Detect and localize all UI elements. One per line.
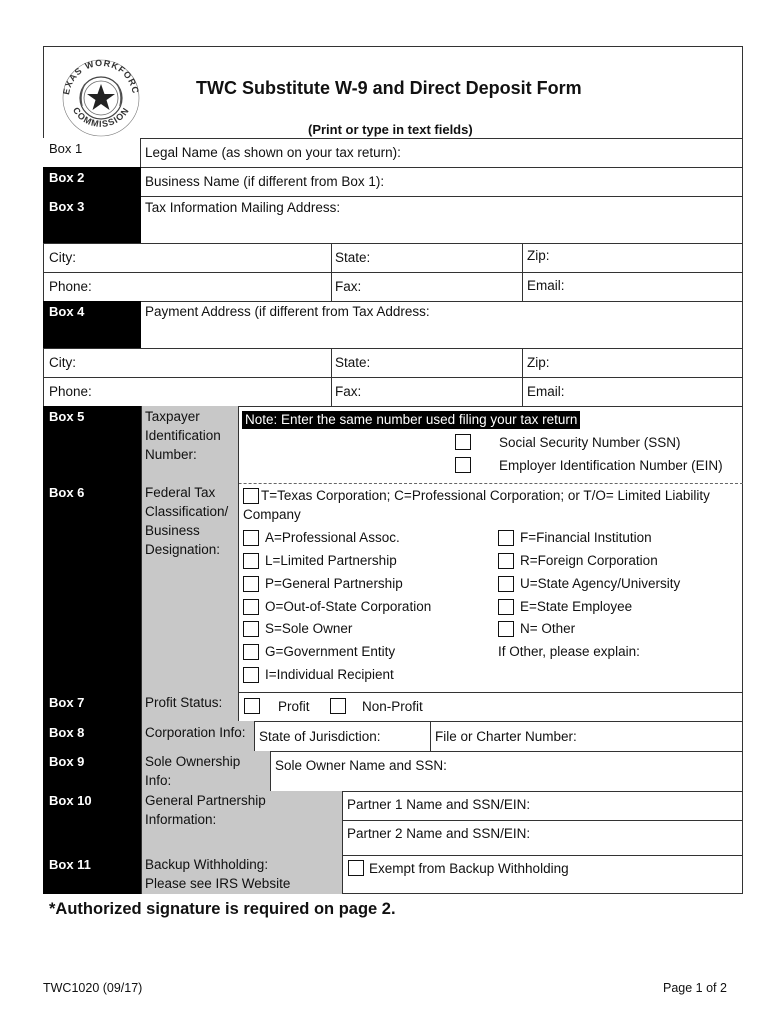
box10-label: Box 10	[49, 793, 92, 808]
box9-label: Box 9	[49, 754, 85, 769]
box5-side-line: Number:	[145, 447, 197, 462]
tax-fax-field[interactable]: Fax:	[335, 279, 362, 294]
option-f-label: F=Financial Institution	[520, 530, 652, 545]
pay-zip-field[interactable]: Zip:	[527, 355, 550, 370]
ein-checkbox[interactable]	[455, 457, 471, 473]
partner1-field[interactable]: Partner 1 Name and SSN/EIN:	[347, 797, 531, 812]
box6-cell	[43, 483, 141, 692]
profit-checkbox[interactable]	[244, 698, 260, 714]
option-u-checkbox[interactable]	[498, 576, 514, 592]
box10-side-line: General Partnership	[145, 793, 266, 808]
box2-label: Box 2	[49, 170, 85, 185]
box6-side-line: Federal Tax	[145, 485, 216, 500]
ssn-option-label: Social Security Number (SSN)	[499, 435, 681, 450]
tin-note: Note: Enter the same number used filing your tax return	[242, 411, 580, 429]
option-g-label: G=Government Entity	[265, 644, 396, 659]
option-p-checkbox[interactable]	[243, 576, 259, 592]
sole-owner-field[interactable]: Sole Owner Name and SSN:	[275, 758, 447, 773]
business-name-field[interactable]: Business Name (if different from Box 1):	[145, 174, 385, 189]
box11-label: Box 11	[49, 857, 91, 872]
option-a-checkbox[interactable]	[243, 530, 259, 546]
signature-note: *Authorized signature is required on page 2.	[49, 900, 396, 918]
divider	[43, 377, 743, 378]
tax-state-field[interactable]: State:	[335, 250, 371, 265]
legal-name-field[interactable]: Legal Name (as shown on your tax return):	[145, 145, 401, 160]
texas-corp-label: T=Texas Corporation; C=Professional Corporation; or T/O= Limited Liability	[261, 488, 710, 503]
partner2-field[interactable]: Partner 2 Name and SSN/EIN:	[347, 826, 531, 841]
nonprofit-label: Non-Profit	[362, 699, 423, 714]
box6-side-line: Classification/	[145, 504, 229, 519]
page-number: Page 1 of 2	[663, 981, 727, 995]
option-g-checkbox[interactable]	[243, 644, 259, 660]
form-subtitle: (Print or type in text fields)	[308, 122, 473, 137]
texas-corp-label-cont: Company	[243, 507, 301, 522]
exempt-backup-checkbox[interactable]	[348, 860, 364, 876]
option-s-checkbox[interactable]	[243, 621, 259, 637]
box5-side-line: Taxpayer	[145, 409, 200, 424]
box9-side-line: Info:	[145, 773, 172, 788]
box8-label: Box 8	[49, 725, 85, 740]
divider	[43, 138, 743, 139]
option-o-label: O=Out-of-State Corporation	[265, 599, 432, 614]
box5-label: Box 5	[49, 409, 85, 424]
texas-corp-checkbox[interactable]	[243, 488, 259, 504]
profit-label: Profit	[278, 699, 310, 714]
box6-label: Box 6	[49, 485, 85, 500]
nonprofit-checkbox[interactable]	[330, 698, 346, 714]
ein-option-label: Employer Identification Number (EIN)	[499, 458, 723, 473]
pay-email-field[interactable]: Email:	[527, 384, 565, 399]
option-o-checkbox[interactable]	[243, 599, 259, 615]
form-title: TWC Substitute W-9 and Direct Deposit Form	[196, 78, 582, 98]
charter-number-field[interactable]: File or Charter Number:	[435, 729, 577, 744]
svg-text:TEXAS WORKFORCE: EXAS WORKFORC	[61, 57, 141, 96]
box9-side-line: Sole Ownership	[145, 754, 241, 769]
option-l-label: L=Limited Partnership	[265, 553, 397, 568]
divider	[43, 301, 743, 302]
payment-address-field[interactable]: Payment Address (if different from Tax Address:	[145, 304, 430, 319]
state-jurisdiction-field[interactable]: State of Jurisdiction:	[259, 729, 381, 744]
divider	[430, 721, 431, 751]
box11-side-line: Backup Withholding:	[145, 857, 269, 872]
option-f-checkbox[interactable]	[498, 530, 514, 546]
box7-label: Box 7	[49, 695, 85, 710]
tax-email-field[interactable]: Email:	[527, 278, 565, 293]
form-id: TWC1020 (09/17)	[43, 981, 143, 995]
box4-label: Box 4	[49, 304, 85, 319]
profit-status-label: Profit Status:	[145, 695, 223, 710]
box3-label: Box 3	[49, 199, 85, 214]
option-n-label: N= Other	[520, 621, 576, 636]
divider	[43, 272, 743, 273]
divider	[43, 348, 743, 349]
svg-text:COMMISSION: COMMISSION	[70, 105, 132, 130]
tax-mailing-address-field[interactable]: Tax Information Mailing Address:	[145, 200, 341, 215]
option-n-checkbox[interactable]	[498, 621, 514, 637]
tax-city-field[interactable]: City:	[49, 250, 76, 265]
box5-side-line: Identification	[145, 428, 221, 443]
box1-label: Box 1	[49, 141, 83, 156]
other-explain-field[interactable]: If Other, please explain:	[498, 644, 640, 659]
tax-zip-field[interactable]: Zip:	[527, 248, 550, 263]
pay-fax-field[interactable]: Fax:	[335, 384, 362, 399]
pay-state-field[interactable]: State:	[335, 355, 371, 370]
option-l-checkbox[interactable]	[243, 553, 259, 569]
divider	[43, 167, 743, 168]
pay-phone-field[interactable]: Phone:	[49, 384, 92, 399]
exempt-backup-label: Exempt from Backup Withholding	[369, 861, 569, 876]
box6-side-line: Business	[145, 523, 200, 538]
box11-side-line: Please see IRS Website	[145, 876, 291, 891]
divider	[43, 243, 743, 244]
option-e-label: E=State Employee	[520, 599, 633, 614]
tax-phone-field[interactable]: Phone:	[49, 279, 92, 294]
option-r-checkbox[interactable]	[498, 553, 514, 569]
ssn-checkbox[interactable]	[455, 434, 471, 450]
box10-side-line: Information:	[145, 812, 217, 827]
corporation-info-label: Corporation Info:	[145, 725, 246, 740]
twc-seal	[55, 52, 147, 138]
option-p-label: P=General Partnership	[265, 576, 403, 591]
option-a-label: A=Professional Assoc.	[265, 530, 400, 545]
option-e-checkbox[interactable]	[498, 599, 514, 615]
divider	[343, 820, 743, 821]
divider	[43, 196, 743, 197]
option-i-checkbox[interactable]	[243, 667, 259, 683]
option-i-label: I=Individual Recipient	[265, 667, 394, 682]
box6-side-line: Designation:	[145, 542, 221, 557]
pay-city-field[interactable]: City:	[49, 355, 76, 370]
option-r-label: R=Foreign Corporation	[520, 553, 658, 568]
option-u-label: U=State Agency/University	[520, 576, 681, 591]
option-s-label: S=Sole Owner	[265, 621, 353, 636]
